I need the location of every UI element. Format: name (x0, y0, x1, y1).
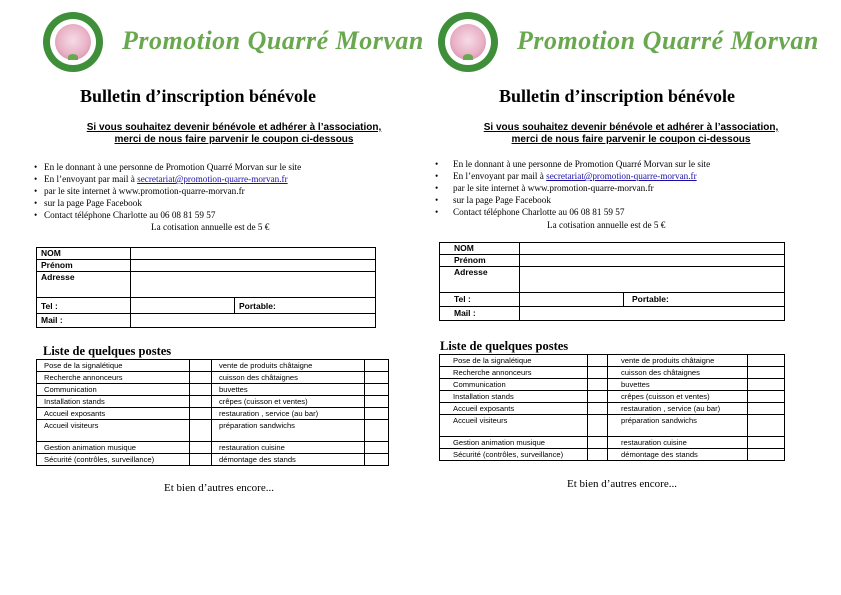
mail-label: Mail : (440, 307, 520, 321)
brand-name: Promotion Quarré Morvan (517, 26, 819, 55)
tel-field[interactable] (520, 293, 624, 307)
portable-label[interactable]: Portable: (235, 298, 376, 314)
more-text: Et bien d’autres encore... (164, 482, 274, 494)
list-item: • par le site internet à www.promotion-quarre-morvan.fr (435, 182, 710, 194)
checkbox-cell[interactable] (190, 384, 212, 396)
checkbox-cell[interactable] (748, 415, 785, 437)
checkbox-cell[interactable] (190, 360, 212, 372)
table-row: Installation stands crêpes (cuisson et ventes) (440, 391, 785, 403)
portable-label[interactable]: Portable: (624, 293, 785, 307)
prenom-label: Prénom (37, 260, 131, 272)
checkbox-cell[interactable] (588, 355, 608, 367)
checkbox-cell[interactable] (588, 403, 608, 415)
posts-table (439, 354, 785, 461)
checkbox-cell[interactable] (190, 420, 212, 442)
email-link[interactable]: secretariat@promotion-quarre-morvan.fr (546, 171, 697, 181)
nom-label: NOM (37, 248, 131, 260)
adresse-field[interactable] (131, 272, 376, 298)
list-item: • En l’envoyant par mail à secretariat@promotion-quarre-morvan.fr (435, 170, 710, 182)
checkbox-cell[interactable] (588, 379, 608, 391)
checkbox-cell[interactable] (190, 408, 212, 420)
flower-icon (55, 24, 91, 60)
posts-title: Liste de quelques postes (440, 339, 569, 353)
table-row: Recherche annonceurs cuisson des châtaignes (37, 372, 389, 384)
adresse-field[interactable] (520, 267, 785, 293)
checkbox-cell[interactable] (588, 437, 608, 449)
mail-label: Mail : (37, 314, 131, 328)
table-row: Pose de la signalétique vente de produits châtaigne (440, 355, 785, 367)
list-item: • par le site internet à www.promotion-quarre-morvan.fr (34, 185, 301, 197)
table-row: Communication buvettes (37, 384, 389, 396)
checkbox-cell[interactable] (588, 391, 608, 403)
checkbox-cell[interactable] (748, 437, 785, 449)
intro-text: Si vous souhaitez devenir bénévole et adhérer à l’association, merci de nous faire parvenir le coupon ci-dessous (86, 122, 382, 145)
checkbox-cell[interactable] (748, 355, 785, 367)
checkbox-cell[interactable] (365, 360, 389, 372)
checkbox-cell[interactable] (588, 449, 608, 461)
posts-title: Liste de quelques postes (43, 344, 172, 358)
checkbox-cell[interactable] (365, 408, 389, 420)
registration-form (36, 247, 376, 328)
table-row: Accueil exposants restauration , service (au bar) (440, 403, 785, 415)
mail-field[interactable] (131, 314, 376, 328)
fee-text: La cotisation annuelle est de 5 € (151, 222, 270, 232)
checkbox-cell[interactable] (365, 396, 389, 408)
table-row: Accueil exposants restauration , service (au bar) (37, 408, 389, 420)
page-title: Bulletin d’inscription bénévole (80, 86, 317, 106)
checkbox-cell[interactable] (365, 442, 389, 454)
checkbox-cell[interactable] (190, 442, 212, 454)
checkbox-cell[interactable] (748, 367, 785, 379)
checkbox-cell[interactable] (190, 396, 212, 408)
tel-label: Tel : (37, 298, 131, 314)
prenom-label: Prénom (440, 255, 520, 267)
flower-icon (450, 24, 486, 60)
tel-label: Tel : (440, 293, 520, 307)
prenom-field[interactable] (131, 260, 376, 272)
checkbox-cell[interactable] (748, 449, 785, 461)
table-row: Gestion animation musique restauration cuisine (37, 442, 389, 454)
table-row: Gestion animation musique restauration cuisine (440, 437, 785, 449)
checkbox-cell[interactable] (588, 415, 608, 437)
table-row: Recherche annonceurs cuisson des châtaignes (440, 367, 785, 379)
checkbox-cell[interactable] (365, 384, 389, 396)
adresse-label: Adresse (440, 267, 520, 293)
list-item: • sur la page Page Facebook (34, 197, 301, 209)
page-title: Bulletin d’inscription bénévole (499, 86, 736, 106)
adresse-label: Adresse (37, 272, 131, 298)
registration-form (439, 242, 785, 321)
brand-name: Promotion Quarré Morvan (122, 26, 424, 55)
coupon-right (395, 0, 819, 595)
nom-field[interactable] (520, 243, 785, 255)
table-row: Sécurité (contrôles, surveillance) démontage des stands (440, 449, 785, 461)
association-logo (438, 12, 498, 72)
list-item: • Contact téléphone Charlotte au 06 08 81 59 57 (435, 206, 710, 218)
checkbox-cell[interactable] (365, 454, 389, 466)
intro-text: Si vous souhaitez devenir bénévole et adhérer à l’association, merci de nous faire parvenir le coupon ci-dessous (483, 122, 779, 145)
posts-table (36, 359, 389, 466)
checkbox-cell[interactable] (190, 454, 212, 466)
table-row: Accueil visiteurs préparation sandwichs (37, 420, 389, 442)
contact-list (34, 161, 301, 221)
more-text: Et bien d’autres encore... (567, 478, 677, 490)
nom-field[interactable] (131, 248, 376, 260)
association-logo (43, 12, 103, 72)
prenom-field[interactable] (520, 255, 785, 267)
list-item: • En le donnant à une personne de Promotion Quarré Morvan sur le site (435, 158, 710, 170)
contact-list (435, 158, 710, 218)
checkbox-cell[interactable] (748, 379, 785, 391)
table-row: Installation stands crêpes (cuisson et ventes) (37, 396, 389, 408)
list-item: • En l’envoyant par mail à secretariat@promotion-quarre-morvan.fr (34, 173, 301, 185)
table-row: Sécurité (contrôles, surveillance) démontage des stands (37, 454, 389, 466)
fee-text: La cotisation annuelle est de 5 € (547, 220, 666, 230)
table-row: Accueil visiteurs préparation sandwichs (440, 415, 785, 437)
email-link[interactable]: secretariat@promotion-quarre-morvan.fr (137, 174, 288, 184)
table-row: Pose de la signalétique vente de produits châtaigne (37, 360, 389, 372)
checkbox-cell[interactable] (365, 420, 389, 442)
checkbox-cell[interactable] (365, 372, 389, 384)
checkbox-cell[interactable] (588, 367, 608, 379)
checkbox-cell[interactable] (190, 372, 212, 384)
table-row: Communication buvettes (440, 379, 785, 391)
list-item: • Contact téléphone Charlotte au 06 08 81 59 57 (34, 209, 301, 221)
checkbox-cell[interactable] (748, 391, 785, 403)
list-item: • En le donnant à une personne de Promotion Quarré Morvan sur le site (34, 161, 301, 173)
checkbox-cell[interactable] (748, 403, 785, 415)
mail-field[interactable] (520, 307, 785, 321)
nom-label: NOM (440, 243, 520, 255)
tel-field[interactable] (131, 298, 235, 314)
list-item: • sur la page Page Facebook (435, 194, 710, 206)
